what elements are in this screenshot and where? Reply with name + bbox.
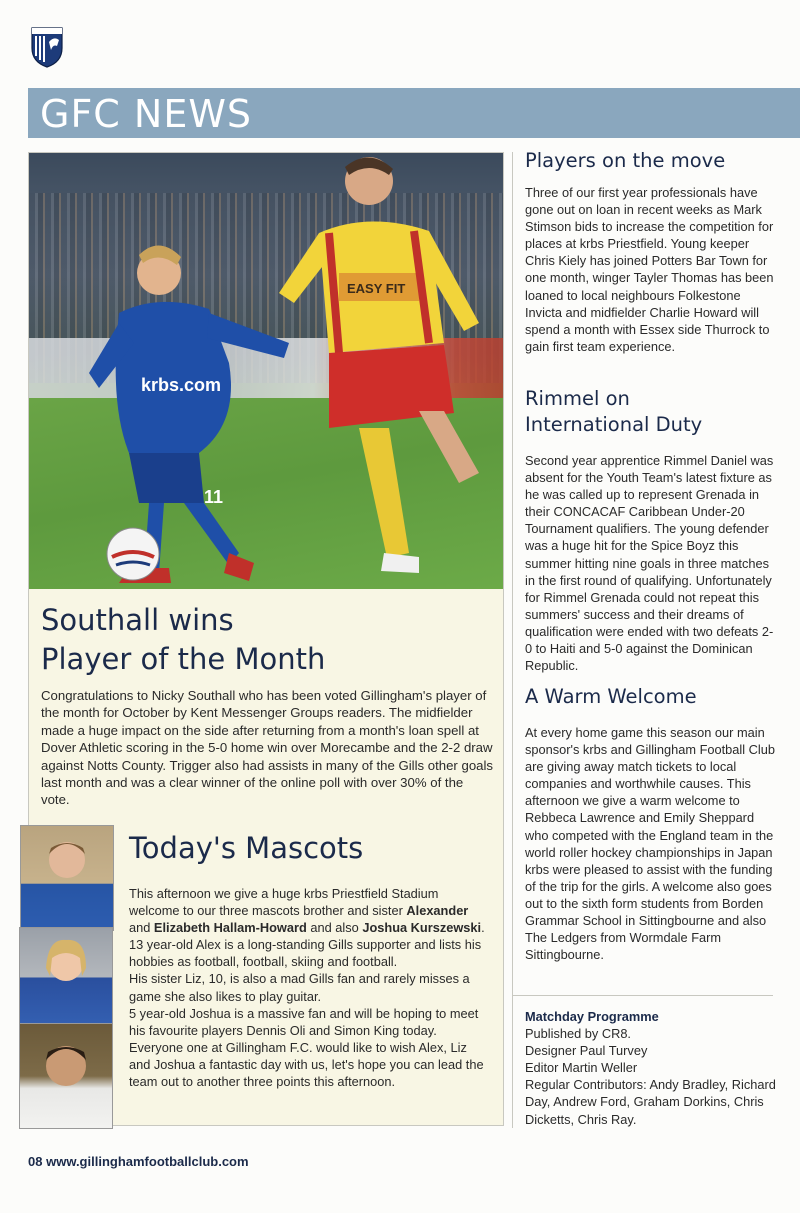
section-banner — [28, 88, 800, 138]
credits-line: Regular Contributors: Andy Bradley, Richard Day, Andrew Ford, Graham Dorkins, Chris Dicketts, Chris Ray. — [525, 1077, 776, 1127]
mascot-photo-alex — [20, 825, 114, 931]
website-link[interactable]: www.gillinghamfootballclub.com — [46, 1154, 249, 1169]
news-body: At every home game this season our main sponsor's krbs and Gillingham Football Club are giving away match tickets to local companies and worthwhile causes. This afternoon we give a warm welcome to Rebbeca Lawrence and Emily Sheppard who competed with the England team in the world roller hockey championships in Japan krbs were pleased to assist with the funding of the trip for the girls. A welcome also goes out to the sixth form students from Borden Grammar School in Sittingbourne and also The Ledgers from Wormdale Farm Sittingbourne. — [525, 725, 775, 963]
mascots-body: This afternoon we give a huge krbs Priestfield Stadium welcome to our three mascots brother and sister Alexander and Elizabeth Hallam-Howard and also Joshua Kurszewski. 13 year-old Alex is a long-standing Gills supporter and lists his hobbies as football, football, skiing and football. His sister Liz, 10, is also a mad Gills fan and rarely misses a game she also likes to play guitar. 5 year-old Joshua is a massive fan and will be hoping to meet his favourite players Dennis Oli and Simon King today. Everyone one at Gillingham F.C. would like to wish Alex, Liz and Joshua a fantastic day with us, let's hope you can lead the team out to another three points this afternoon. — [129, 885, 489, 1090]
shirt-sponsor-text-2: EASY FIT — [347, 281, 406, 296]
headline-line-1: Southall wins — [41, 603, 234, 637]
page-number: 08 — [28, 1154, 43, 1169]
mascots-heading: Today's Mascots — [129, 831, 364, 865]
news-item-players-on-move — [525, 148, 777, 355]
column-divider — [512, 152, 513, 1128]
shirt-number-text: 11 — [204, 487, 224, 507]
football-icon — [104, 525, 162, 583]
news-body: Three of our first year professionals have gone out on loan in recent weeks as Mark Stimson bids to increase the competition for places at krbs Priestfield. Young keeper Chris Kiely has joined Potters Bar Town for one month, winger Tayler Thomas has been loaned to local neighbours Folkestone Invicta and midfielder Charlie Howard will spend a month with Essex side Thurrock to gain first team experience. — [525, 185, 774, 354]
mascot-photo-joshua — [19, 1023, 113, 1129]
credits-line: Designer Paul Turvey — [525, 1043, 648, 1059]
credits-line: Editor Martin Weller — [525, 1060, 638, 1076]
news-item-rimmel — [525, 386, 777, 674]
mascots-paragraph-liz: His sister Liz, 10, is also a mad Gills fan and rarely misses a game she also likes to play guitar. — [129, 971, 470, 1004]
news-heading: Players on the move — [525, 149, 726, 172]
news-body: Second year apprentice Rimmel Daniel was absent for the Youth Team's latest fixture as he was called up to represent Grenada in their CONCACAF Caribbean Under-20 Tournament qualifiers. The young defender was a huge hit for the Spice Boyz this summer hitting nine goals in three matches in the first round of qualifying. Unfortunately for Rimmel Grenada could not repeat this summers' success and their dreams of qualification were ended with two defeats 2-0 to Haiti and 5-0 against the Dominican Republic. — [525, 453, 774, 674]
programme-credits — [525, 1008, 777, 1128]
mascot-name-alexander: Alexander — [406, 903, 469, 919]
news-heading: A Warm Welcome — [525, 685, 697, 708]
news-item-warm-welcome — [525, 684, 777, 963]
match-action-photo — [29, 153, 503, 589]
mascot-photo-liz — [19, 927, 113, 1027]
main-panel — [28, 152, 504, 1126]
mascots-paragraph-alex: 13 year-old Alex is a long-standing Gills supporter and lists his hobbies as football, football, skiing and football. — [129, 937, 482, 970]
gillingham-crest-icon — [30, 22, 64, 68]
opponent-player-figure — [269, 153, 499, 583]
shirt-sponsor-text: krbs.com — [141, 375, 222, 395]
headline-line-2: Player of the Month — [41, 642, 326, 676]
credits-line: Published by CR8. — [525, 1026, 631, 1042]
credits-divider — [513, 995, 773, 996]
story-body: Congratulations to Nicky Southall who has been voted Gillingham's player of the month for October by Kent Messenger Groups readers. The midfielder made a huge impact on the side after returning from a month's loan spell at Dover Athletic scoring in the 5-0 home win over Morecambe and the 2-2 draw against Notts County. Trigger also had assists in many of the Gills other goals last month and was a clear winner of the online poll with over 30% of the vote. — [41, 688, 494, 808]
credits-title: Matchday Programme — [525, 1009, 659, 1024]
mascot-name-joshua: Joshua Kurszewski — [362, 920, 482, 936]
mascot-name-elizabeth: Elizabeth Hallam-Howard — [153, 920, 307, 936]
page-footer — [28, 1154, 249, 1169]
mascots-paragraph-joshua: 5 year-old Joshua is a massive fan and will be hoping to meet his favourite players Dennis Oli and Simon King today. Everyone one at Gillingham F.C. would like to wish Alex, Liz and Joshua a fantastic day with us, let's hope you can lead the team out to another three points this afternoon. — [129, 1005, 484, 1090]
story-headline — [41, 601, 481, 679]
news-heading: Rimmel on International Duty — [525, 387, 703, 436]
banner-title: GFC NEWS — [40, 92, 253, 136]
